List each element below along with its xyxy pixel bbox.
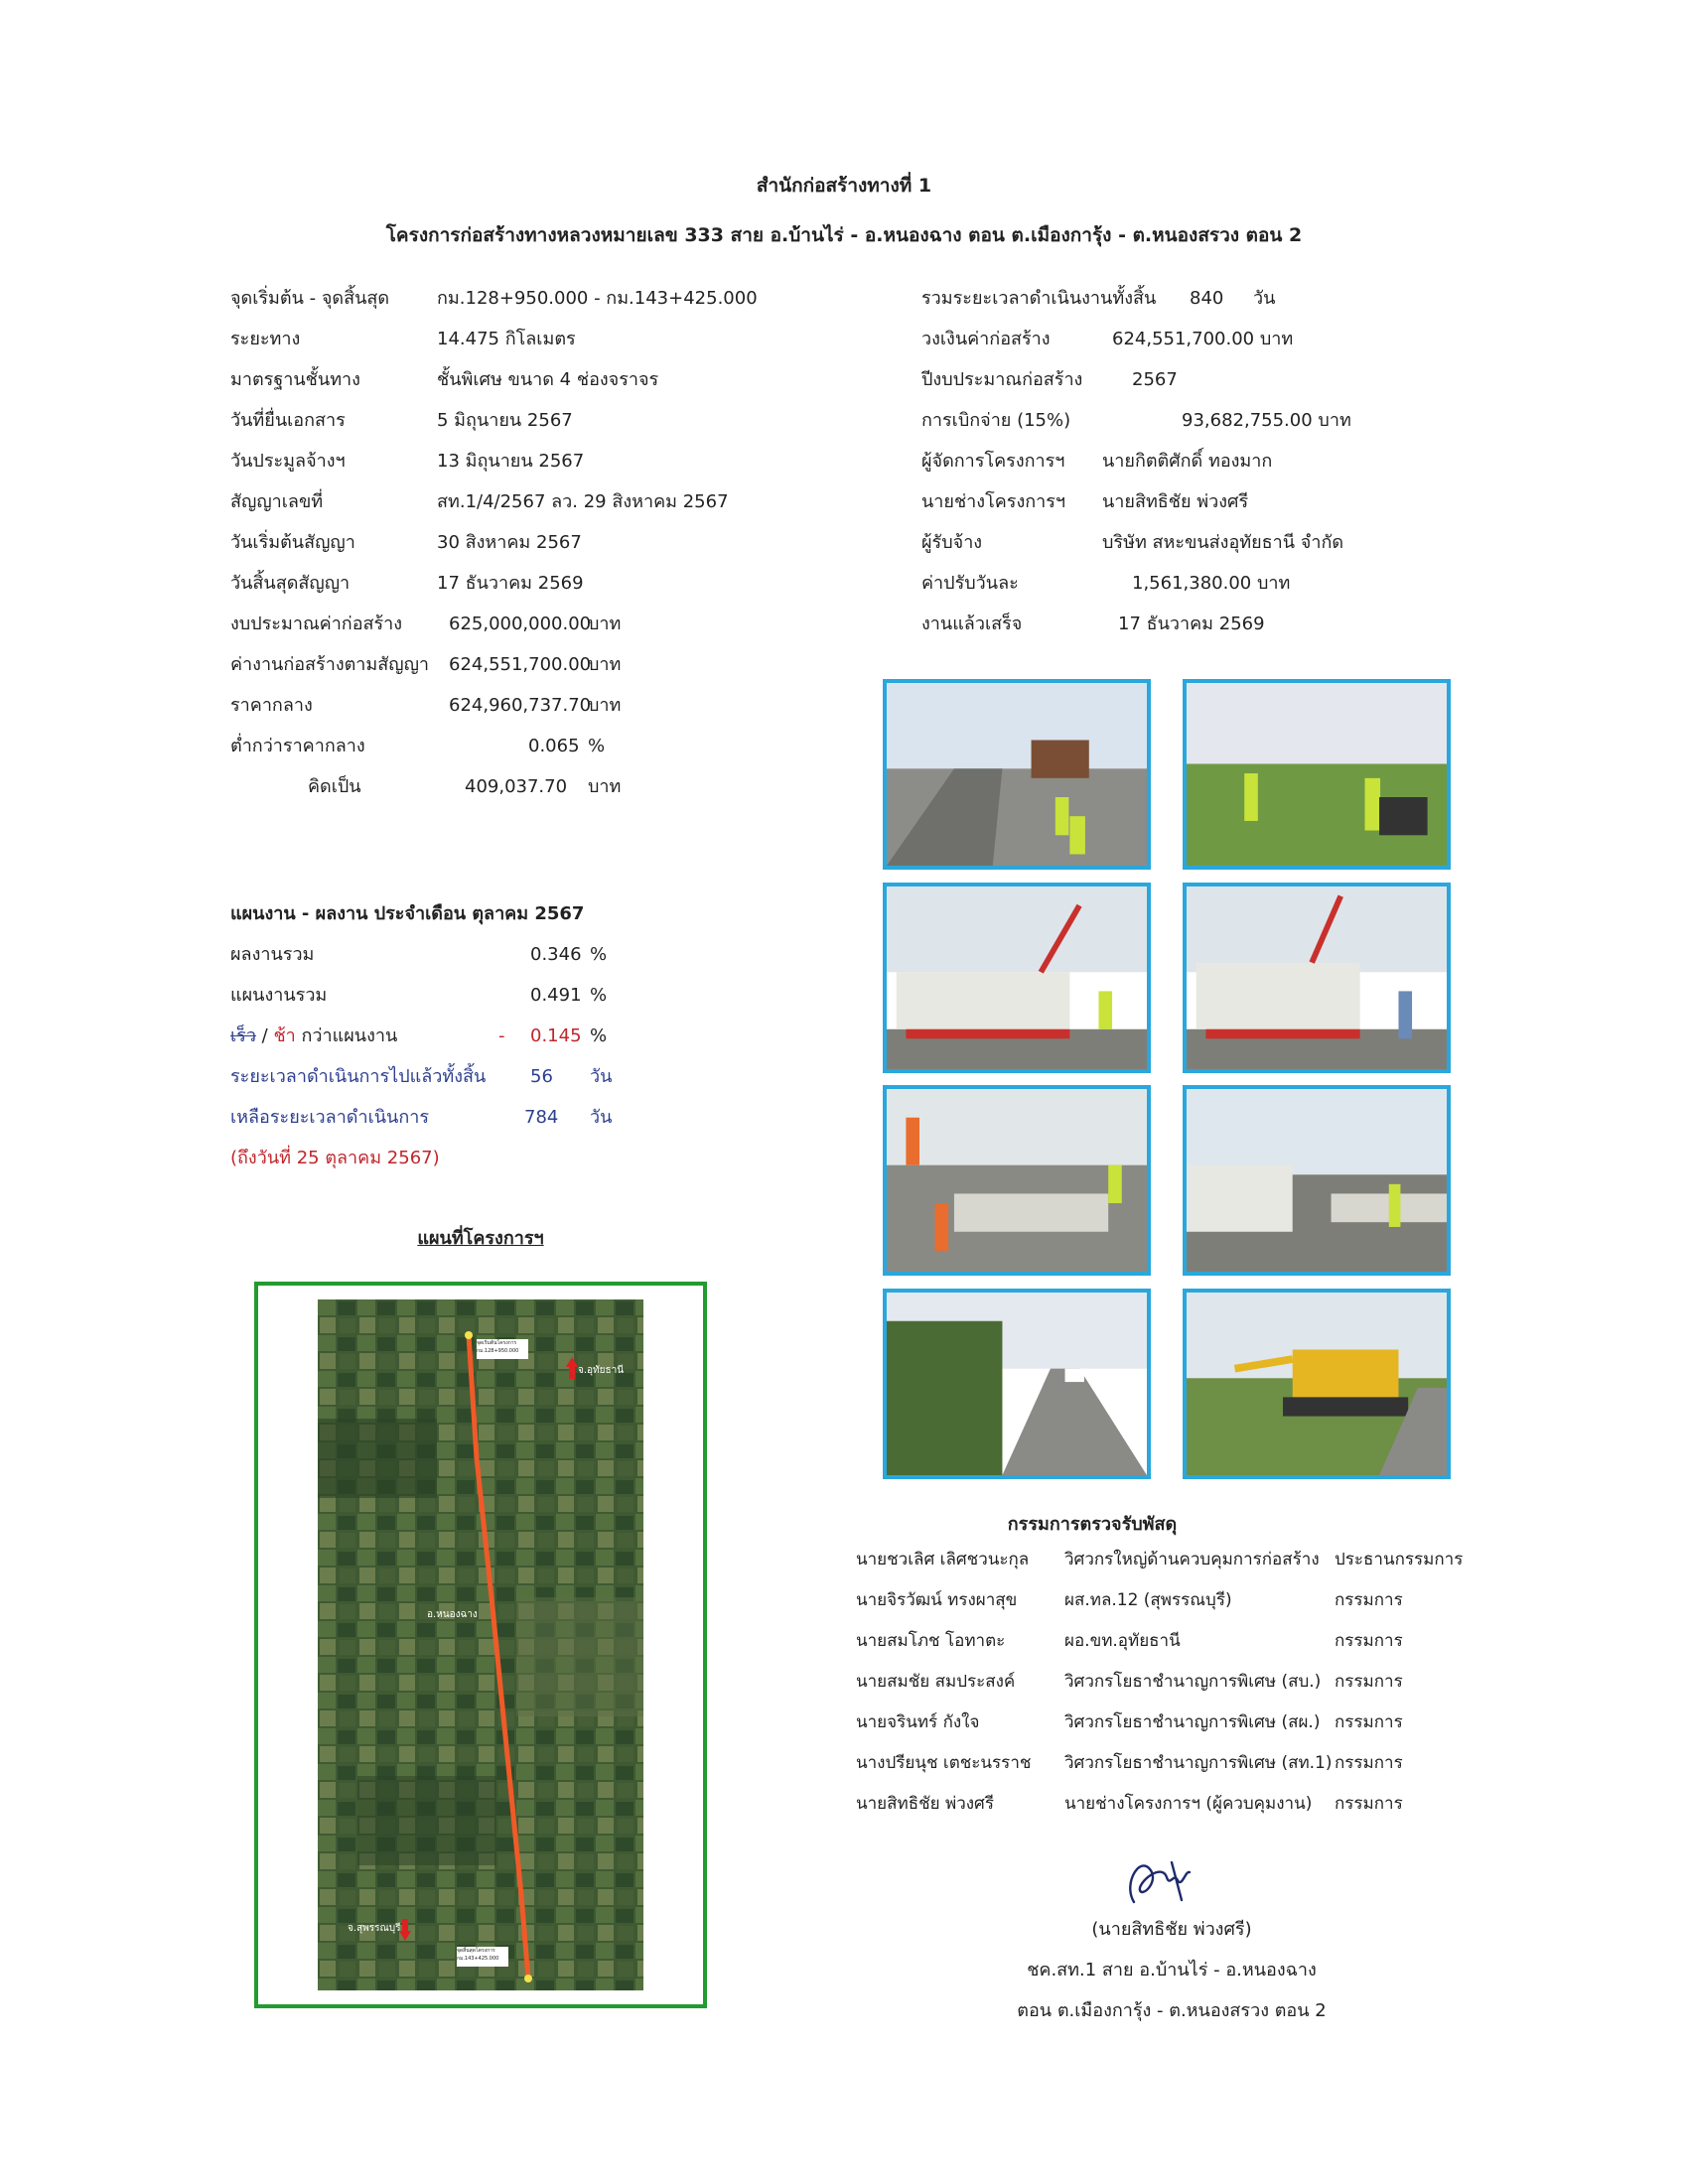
info-label: วันเริ่มต้นสัญญา <box>230 532 355 553</box>
committee-title: กรรมการตรวจรับพัสดุ <box>1007 1514 1178 1535</box>
info-label: วันที่ยื่นเอกสาร <box>230 410 346 431</box>
survey-road-photo-icon <box>887 683 1147 866</box>
member-role: กรรมการ <box>1335 1672 1403 1692</box>
site-photo <box>883 1289 1151 1479</box>
info-value: 13 มิถุนายน 2567 <box>437 451 585 472</box>
info-label: วันประมูลจ้างฯ <box>230 451 346 472</box>
satellite-map-icon <box>318 1299 643 1990</box>
handwritten-signature-icon <box>1112 1843 1211 1912</box>
site-photo <box>1183 1085 1451 1276</box>
member-name: นายชวเลิศ เลิศชวนะกุล <box>856 1550 1030 1570</box>
progress-value: 56 <box>530 1066 553 1087</box>
info-value: 1,561,380.00 บาท <box>1132 573 1291 594</box>
member-position: วิศวกรโยธาชำนาญการพิเศษ (สบ.) <box>1064 1672 1322 1692</box>
member-position: ผอ.ขท.อุทัยธานี <box>1064 1631 1181 1651</box>
info-value: 17 ธันวาคม 2569 <box>1118 614 1265 634</box>
info-value: 14.475 กิโลเมตร <box>437 329 576 349</box>
signer-name: (นายสิทธิชัย พ่วงศรี) <box>1091 1919 1252 1940</box>
vs-plan-label: กว่าแผนงาน <box>295 1025 398 1046</box>
info-label: วงเงินค่าก่อสร้าง <box>921 329 1051 349</box>
info-unit: บาท <box>588 776 622 797</box>
member-name: นายสิทธิชัย พ่วงศรี <box>856 1794 994 1814</box>
info-label: ต่ำกว่าราคากลาง <box>230 736 365 756</box>
progress-unit: % <box>590 944 608 965</box>
member-name: นายสมโภช โอทาตะ <box>856 1631 1006 1651</box>
diff-value: 0.145 <box>530 1025 582 1046</box>
member-position: วิศวกรใหญ่ด้านควบคุมการก่อสร้าง <box>1064 1550 1320 1570</box>
site-photo <box>883 883 1151 1073</box>
progress-unit: วัน <box>590 1066 613 1087</box>
member-position: วิศวกรโยธาชำนาญการพิเศษ (สผ.) <box>1064 1712 1321 1732</box>
member-name: นายจรินทร์ กังใจ <box>856 1712 980 1732</box>
satellite-map-image <box>318 1299 643 1990</box>
site-photo <box>1183 1289 1451 1479</box>
info-value: นายสิทธิชัย พ่วงศรี <box>1102 491 1249 512</box>
info-value: กม.128+950.000 - กม.143+425.000 <box>437 288 758 309</box>
info-value: นายกิตติศักดิ์ ทองมาก <box>1102 451 1273 472</box>
as-of-date: (ถึงวันที่ 25 ตุลาคม 2567) <box>230 1148 440 1168</box>
member-role: กรรมการ <box>1335 1794 1403 1814</box>
site-photo <box>1183 883 1451 1073</box>
progress-unit: วัน <box>590 1107 613 1128</box>
info-label: นายช่างโครงการฯ <box>921 491 1066 512</box>
excavator-photo-icon <box>1187 1293 1447 1475</box>
member-role: กรรมการ <box>1335 1712 1403 1732</box>
progress-title-text: แผนงาน - ผลงาน ประจำเดือน ตุลาคม 2567 <box>230 903 585 924</box>
info-value: 624,960,737.70 <box>449 695 592 716</box>
info-unit: บาท <box>588 654 622 675</box>
info-value: 30 สิงหาคม 2567 <box>437 532 582 553</box>
fast-label: เร็ว <box>230 1025 256 1046</box>
info-label: จุดเริ่มต้น - จุดสิ้นสุด <box>230 288 390 309</box>
signer-title-line2: ตอน ต.เมืองการุ้ง - ต.หนองสรวง ตอน 2 <box>1017 2000 1327 2021</box>
member-name: นายจิรวัฒน์ ทรงผาสุข <box>856 1590 1018 1610</box>
info-value: 840 <box>1190 288 1224 309</box>
info-value: ชั้นพิเศษ ขนาด 4 ช่องจราจร <box>437 369 659 390</box>
crane-truck-photo-icon <box>887 887 1147 1069</box>
info-label: งบประมาณค่าก่อสร้าง <box>230 614 403 634</box>
info-value: 17 ธันวาคม 2569 <box>437 573 584 594</box>
barrier-placement-photo-icon <box>1187 1089 1447 1272</box>
progress-value: 0.491 <box>530 985 582 1006</box>
site-photo <box>1183 679 1451 870</box>
info-value: 624,551,700.00 <box>449 654 592 675</box>
project-map <box>254 1282 707 2008</box>
member-role: ประธานกรรมการ <box>1335 1550 1464 1570</box>
member-position: นายช่างโครงการฯ (ผู้ควบคุมงาน) <box>1064 1794 1313 1814</box>
member-position: วิศวกรโยธาชำนาญการพิเศษ (สท.1) <box>1064 1753 1333 1773</box>
info-value: 93,682,755.00 บาท <box>1182 410 1351 431</box>
member-name: นางปรียนุช เตชะนรราช <box>856 1753 1032 1773</box>
info-unit: บาท <box>588 695 622 716</box>
progress-diff-row <box>230 1022 608 1051</box>
info-unit: วัน <box>1253 288 1276 309</box>
info-label: สัญญาเลขที่ <box>230 491 324 512</box>
member-role: กรรมการ <box>1335 1753 1403 1773</box>
crane-truck-photo-icon <box>1187 887 1447 1069</box>
info-label: มาตรฐานชั้นทาง <box>230 369 360 390</box>
info-label: ระยะทาง <box>230 329 301 349</box>
info-unit: บาท <box>588 614 622 634</box>
concrete-barrier-photo-icon <box>887 1089 1147 1272</box>
info-value: บริษัท สหะขนส่งอุทัยธานี จำกัด <box>1102 532 1344 553</box>
info-label: ราคากลาง <box>230 695 313 716</box>
info-label: การเบิกจ่าย (15%) <box>921 410 1071 431</box>
progress-unit: % <box>590 985 608 1006</box>
info-label: วันสิ้นสุดสัญญา <box>230 573 351 594</box>
info-value: 5 มิถุนายน 2567 <box>437 410 573 431</box>
map-label-nongchang: อ.หนองฉาง <box>427 1609 478 1620</box>
info-label: ค่าปรับวันละ <box>921 573 1019 594</box>
info-unit: % <box>588 736 606 756</box>
progress-value: 784 <box>524 1107 559 1128</box>
member-role: กรรมการ <box>1335 1590 1403 1610</box>
info-label: ผู้จัดการโครงการฯ <box>921 451 1065 472</box>
info-label: คิดเป็น <box>308 776 361 797</box>
office-title: สำนักก่อสร้างทางที่ 1 <box>756 175 932 197</box>
progress-unit: % <box>590 1025 608 1046</box>
progress-label: แผนงานรวม <box>230 985 328 1006</box>
progress-label: เหลือระยะเวลาดำเนินการ <box>230 1107 430 1128</box>
info-label: งานแล้วเสร็จ <box>921 614 1023 634</box>
info-label: ผู้รับจ้าง <box>921 532 983 553</box>
info-value: 624,551,700.00 บาท <box>1112 329 1294 349</box>
signature-image <box>1112 1843 1211 1912</box>
info-label: รวมระยะเวลาดำเนินงานทั้งสิ้น <box>921 288 1157 309</box>
info-value: 625,000,000.00 <box>449 614 592 634</box>
info-value: 409,037.70 <box>465 776 568 797</box>
progress-label: ระยะเวลาดำเนินการไปแล้วทั้งสิ้น <box>230 1066 487 1087</box>
survey-field-photo-icon <box>1187 683 1447 866</box>
site-photo <box>883 679 1151 870</box>
info-label: ค่างานก่อสร้างตามสัญญา <box>230 654 430 675</box>
info-value: 2567 <box>1132 369 1178 390</box>
map-title: แผนที่โครงการฯ <box>417 1228 544 1249</box>
member-role: กรรมการ <box>1335 1631 1403 1651</box>
site-photo <box>883 1085 1151 1276</box>
map-label-uthai: จ.อุทัยธานี <box>578 1365 625 1376</box>
map-start-callout: จุดเริ่มต้นโครงการ กม.128+950.000 <box>477 1340 519 1354</box>
member-position: ผส.ทล.12 (สุพรรณบุรี) <box>1064 1590 1232 1610</box>
progress-label: ผลงานรวม <box>230 944 315 965</box>
info-value: สท.1/4/2567 ลว. 29 สิงหาคม 2567 <box>437 491 729 512</box>
info-label: ปีงบประมาณก่อสร้าง <box>921 369 1083 390</box>
member-name: นายสมชัย สมประสงค์ <box>856 1672 1016 1692</box>
slash: / <box>255 1025 274 1046</box>
info-value: 0.065 <box>528 736 580 756</box>
signer-title-line1: ชค.สท.1 สาย อ.บ้านไร่ - อ.หนองฉาง <box>1027 1960 1317 1980</box>
map-label-suphan: จ.สุพรรณบุรี <box>348 1923 401 1934</box>
progress-value: 0.346 <box>530 944 582 965</box>
project-title: โครงการก่อสร้างทางหลวงหมายเลข 333 สาย อ.บ้านไร่ - อ.หนองฉาง ตอน ต.เมืองการุ้ง - ต.หนองสรวง ตอน 2 <box>385 224 1303 246</box>
slow-label: ช้า <box>273 1025 296 1046</box>
roadside-clearing-photo-icon <box>887 1293 1147 1475</box>
map-end-callout: จุดสิ้นสุดโครงการ กม.143+425.000 <box>457 1948 499 1962</box>
diff-sign: - <box>498 1025 505 1046</box>
